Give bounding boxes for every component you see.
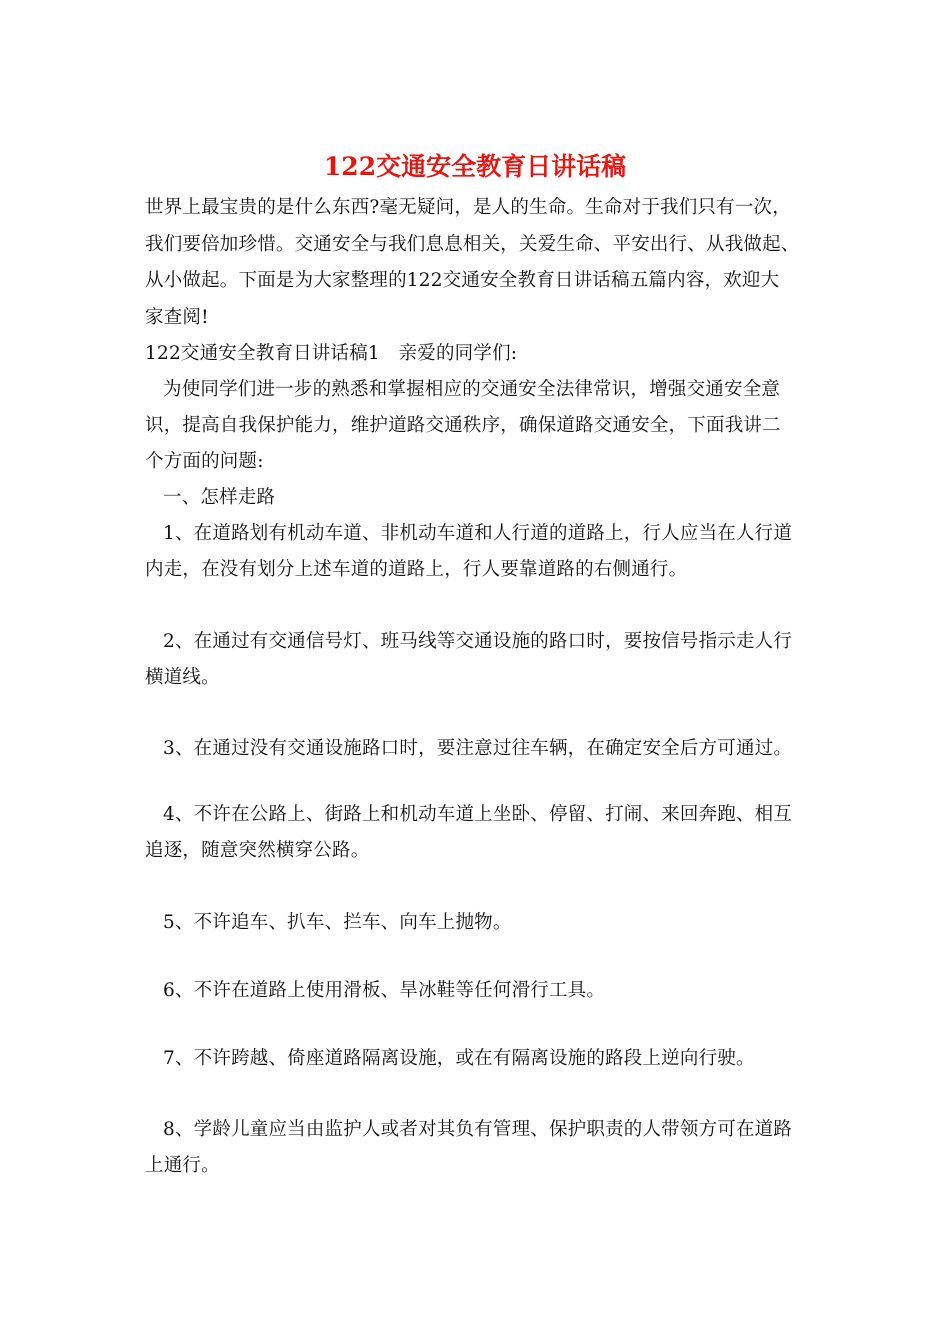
list-item-2 [145, 624, 810, 696]
list-item-line: 5、不许追车、扒车、拦车、向车上抛物。 [163, 912, 512, 933]
subheading: 一、怎样走路 [163, 487, 276, 508]
list-item-line: 6、不许在道路上使用滑板、旱冰鞋等任何滑行工具。 [163, 980, 606, 1001]
paragraph-line: 为使同学们进一步的熟悉和掌握相应的交通安全法律常识，增强交通安全意 [163, 379, 781, 400]
list-item-8 [145, 1112, 810, 1184]
document-title: 122交通安全教育日讲话稿 [323, 152, 627, 181]
list-item-5 [145, 905, 810, 941]
subheading-block [145, 480, 810, 516]
list-item-line: 追逐，随意突然横穿公路。 [145, 840, 370, 861]
list-item-line: 内走，在没有划分上述车道的道路上，行人要靠道路的右侧通行。 [145, 559, 688, 580]
intro-line: 我们要倍加珍惜。交通安全与我们息息相关，关爱生命、平安出行、从我做起、 [145, 233, 800, 255]
intro-line: 从小做起。下面是为大家整理的122交通安全教育日讲话稿五篇内容，欢迎大 [145, 270, 780, 291]
paragraph-line: 个方面的问题: [145, 451, 264, 472]
list-item-7 [145, 1041, 810, 1077]
list-item-4 [145, 797, 810, 869]
list-item-line: 3、在通过没有交通设施路口时，要注意过往车辆，在确定安全后方可通过。 [163, 738, 793, 759]
intro-line: 家查阅! [145, 306, 209, 328]
list-item-line: 8、学龄儿童应当由监护人或者对其负有管理、保护职责的人带领方可在道路 [163, 1119, 793, 1140]
list-item-1 [145, 516, 810, 588]
list-item-line: 上通行。 [145, 1155, 220, 1176]
list-item-line: 4、不许在公路上、街路上和机动车道上坐卧、停留、打闹、来回奔跑、相互 [163, 804, 793, 825]
list-item-line: 1、在道路划有机动车道、非机动车道和人行道的道路上，行人应当在人行道 [163, 523, 793, 544]
paragraph-line: 识，提高自我保护能力，维护道路交通秩序，确保道路交通安全，下面我讲二 [145, 415, 781, 436]
section-heading-block [145, 336, 810, 372]
paragraph-1 [145, 372, 810, 480]
list-item-3 [145, 731, 810, 767]
intro-paragraph [145, 190, 810, 336]
list-item-line: 横道线。 [145, 667, 220, 688]
list-item-6 [145, 973, 810, 1009]
list-item-line: 2、在通过有交通信号灯、班马线等交通设施的路口时，要按信号指示走人行 [163, 631, 793, 652]
section-heading: 122交通安全教育日讲话稿1 亲爱的同学们: [145, 343, 518, 364]
intro-line: 世界上最宝贵的是什么东西?毫无疑问，是人的生命。生命对于我们只有一次， [145, 197, 791, 218]
list-item-line: 7、不许跨越、倚座道路隔离设施，或在有隔离设施的路段上逆向行驶。 [163, 1048, 755, 1069]
